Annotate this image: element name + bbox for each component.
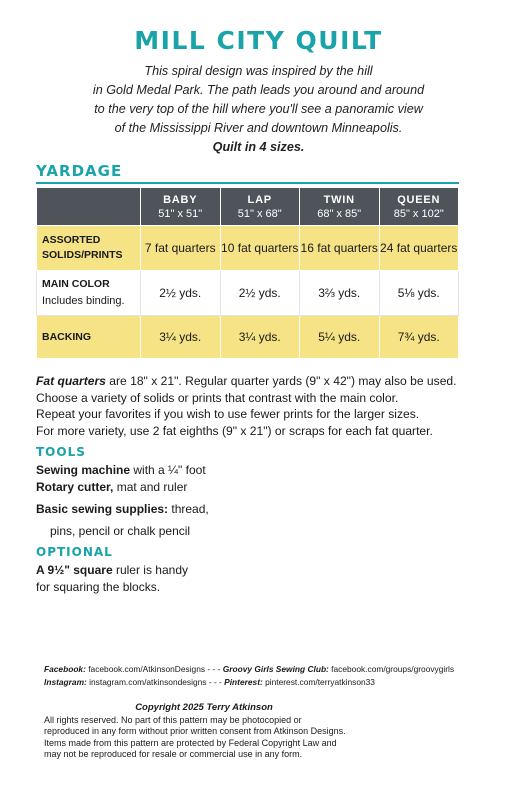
value-cell: 7 fat quarters <box>141 226 221 271</box>
header-cell-baby <box>141 188 221 226</box>
groovy-girls-link[interactable]: facebook.com/groups/groovygirls <box>328 664 455 674</box>
value-cell: 7¾ yds. <box>379 316 459 359</box>
pinterest-label: Pinterest: <box>224 677 263 687</box>
tool-continuation: pins, pencil or chalk pencil <box>50 524 191 538</box>
optional-line: for squaring the blocks. <box>36 580 161 594</box>
optional-heading: OPTIONAL <box>36 545 113 559</box>
tool-detail: with a ¼" foot <box>130 463 206 477</box>
fat-quarters-note <box>36 373 486 439</box>
tool-item <box>36 479 436 496</box>
table-header-row <box>37 188 459 226</box>
fat-quarters-line: Repeat your favorites if you wish to use fewer prints for the larger sizes. <box>36 407 420 421</box>
table-row <box>37 271 459 316</box>
tool-name: Basic sewing supplies: <box>36 502 169 516</box>
size-name: LAP <box>247 193 272 206</box>
copyright-line: may not be reproduced for resale or commercial use in any form. <box>44 749 303 760</box>
pattern-title: MILL CITY QUILT <box>134 26 383 55</box>
social-line <box>44 676 484 689</box>
social-line <box>44 663 484 676</box>
value-cell: 5⅛ yds. <box>379 271 459 316</box>
value-cell: 5¼ yds. <box>300 316 380 359</box>
value-cell: 3¼ yds. <box>220 316 300 359</box>
optional-line <box>36 562 436 579</box>
tools-list <box>36 462 436 540</box>
value-cell: 10 fat quarters <box>220 226 300 271</box>
tools-heading: TOOLS <box>36 445 86 459</box>
table-row <box>37 316 459 359</box>
row-label-cell <box>37 226 141 271</box>
tool-detail: mat and ruler <box>113 480 188 494</box>
fat-quarters-text: are 18" x 21". Regular quarter yards (9" x 42") may also be used. <box>105 374 457 388</box>
tool-detail: thread, <box>168 502 209 516</box>
tool-item <box>36 501 436 518</box>
optional-text: ruler is handy <box>112 563 188 577</box>
value-cell: 2½ yds. <box>141 271 221 316</box>
copyright-notice <box>44 702 364 761</box>
row-label: MAIN COLOR <box>42 278 110 290</box>
header-cell-queen <box>379 188 459 226</box>
yardage-table <box>36 187 459 359</box>
intro-line: of the Mississippi River and downtown Minneapolis. <box>114 121 403 135</box>
row-sublabel: Includes binding. <box>42 295 125 307</box>
header-blank-cell <box>37 188 141 226</box>
intro-line: to the very top of the hill where you'll see a panoramic view <box>94 102 423 116</box>
copyright-line: reproduced in any form without prior written consent from Atkinson Designs. <box>44 726 346 737</box>
value-cell: 3¼ yds. <box>141 316 221 359</box>
pinterest-link[interactable]: pinterest.com/terryatkinson33 <box>262 677 375 687</box>
size-dimensions: 51" x 68" <box>237 207 282 220</box>
value-cell: 24 fat quarters <box>379 226 459 271</box>
value-cell: 2½ yds. <box>220 271 300 316</box>
optional-note <box>36 562 436 596</box>
tool-name: Rotary cutter, <box>36 480 114 494</box>
size-dimensions: 51" x 51" <box>158 207 203 220</box>
sizes-note: Quilt in 4 sizes. <box>212 140 305 154</box>
tool-item <box>36 462 436 479</box>
size-name: TWIN <box>323 193 355 206</box>
fat-quarters-lead: Fat quarters <box>36 374 106 388</box>
facebook-label: Facebook: <box>44 664 86 674</box>
size-name: BABY <box>163 193 198 206</box>
header-cell-lap <box>220 188 300 226</box>
size-name: QUEEN <box>397 193 441 206</box>
yardage-divider <box>36 182 459 184</box>
row-label: BACKING <box>42 330 91 343</box>
groovy-girls-label: Groovy Girls Sewing Club: <box>222 664 329 674</box>
table-row <box>37 226 459 271</box>
row-label-cell <box>37 271 141 316</box>
value-cell: 16 fat quarters <box>300 226 380 271</box>
facebook-link[interactable]: facebook.com/AtkinsonDesigns - - - <box>85 664 223 674</box>
row-label-cell <box>37 316 141 359</box>
instagram-label: Instagram: <box>44 677 87 687</box>
fat-quarters-line: Choose a variety of solids or prints that contrast with the main color. <box>36 390 399 405</box>
yardage-heading: YARDAGE <box>36 162 123 180</box>
optional-ruler: A 9½" square <box>36 563 113 577</box>
fat-quarters-line: For more variety, use 2 fat eighths (9" x 21") or scraps for each fat quarter. <box>36 423 433 438</box>
intro-paragraph <box>0 62 517 157</box>
copyright-line: Items made from this pattern are protected by Federal Copyright Law and <box>44 737 337 748</box>
intro-line: This spiral design was inspired by the hill <box>144 64 373 78</box>
social-links <box>44 663 484 689</box>
size-dimensions: 68" x 85" <box>317 207 362 220</box>
instagram-link[interactable]: instagram.com/atkinsondesigns - - - <box>86 677 225 687</box>
tool-name: Sewing machine <box>36 463 131 477</box>
intro-line: in Gold Medal Park. The path leads you around and around <box>92 83 425 97</box>
copyright-title: Copyright 2025 Terry Atkinson <box>135 702 273 713</box>
header-cell-twin <box>300 188 380 226</box>
copyright-line: All rights reserved. No part of this pattern may be photocopied or <box>44 714 302 725</box>
value-cell: 3⅔ yds. <box>300 271 380 316</box>
row-label: ASSORTED SOLIDS/PRINTS <box>42 234 123 261</box>
size-dimensions: 85" x 102" <box>393 207 444 220</box>
fat-quarters-line <box>36 373 486 390</box>
